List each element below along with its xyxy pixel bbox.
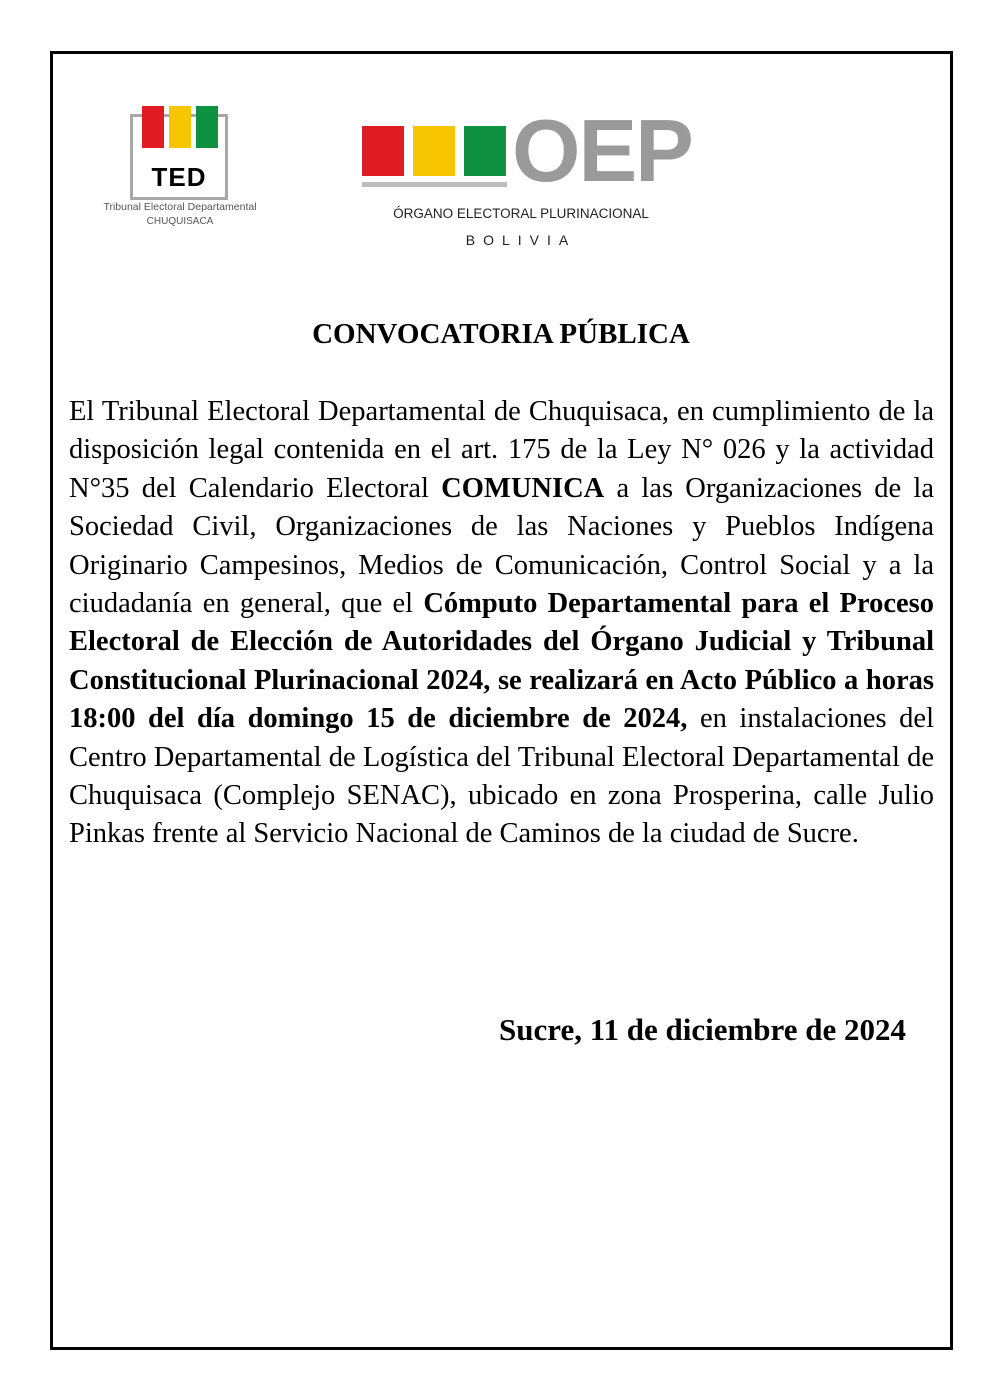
oep-logo-subtitle: ÓRGANO ELECTORAL PLURINACIONAL	[393, 206, 649, 221]
body-bold-event: Cómputo Departamental para el Proceso Electoral de Elección de Autoridades del Órgano Judicial y Tribunal Constitucional Plurinacional 2024, se realizará en Acto Público a horas 18:00 del día domingo 15 de diciembre de 2024,	[69, 588, 934, 735]
ted-yellow-bar	[169, 106, 191, 148]
ted-logo-text: TED	[151, 162, 207, 192]
oep-logo-text: OEP	[512, 101, 692, 200]
ted-logo-subtitle: Tribunal Electoral Departamental	[103, 201, 257, 213]
oep-logo-country: BOLIVIA	[465, 232, 577, 248]
body-text-2: a las Organizaciones de la Sociedad Civil, Organizaciones de las Naciones y Pueblos Indígena Originario Campesinos, Medios de Comunicación, Control Social y a la ciudadanía en general, que el	[69, 472, 934, 620]
oep-green-square	[464, 126, 506, 176]
oep-red-square	[362, 126, 404, 176]
ted-logo-region: CHUQUISACA	[146, 216, 214, 227]
body-text-1: El Tribunal Electoral Departamental de Chuquisaca, en cumplimiento de la disposición legal contenida en el art. 175 de la Ley N° 026 y la actividad N°35 del Calendario Electoral	[69, 396, 934, 504]
document-body	[69, 393, 934, 854]
ted-red-bar	[142, 106, 164, 148]
oep-yellow-square	[413, 126, 455, 176]
oep-underline	[362, 182, 507, 187]
body-bold-comunica: COMUNICA	[441, 472, 605, 504]
document-title: CONVOCATORIA PÚBLICA	[312, 318, 690, 350]
body-text-3: en instalaciones del Centro Departamental de Logística del Tribunal Electoral Departamental de Chuquisaca (Complejo SENAC), ubicado en zona Prosperina, calle Julio Pinkas frente al Servicio Nacional de Caminos de la ciudad de Sucre.	[69, 703, 934, 850]
ted-green-bar	[196, 106, 218, 148]
ted-color-bars	[142, 106, 218, 148]
ted-logo	[80, 106, 280, 230]
oep-logo	[362, 101, 692, 255]
place-date: Sucre, 11 de diciembre de 2024	[499, 1012, 906, 1047]
